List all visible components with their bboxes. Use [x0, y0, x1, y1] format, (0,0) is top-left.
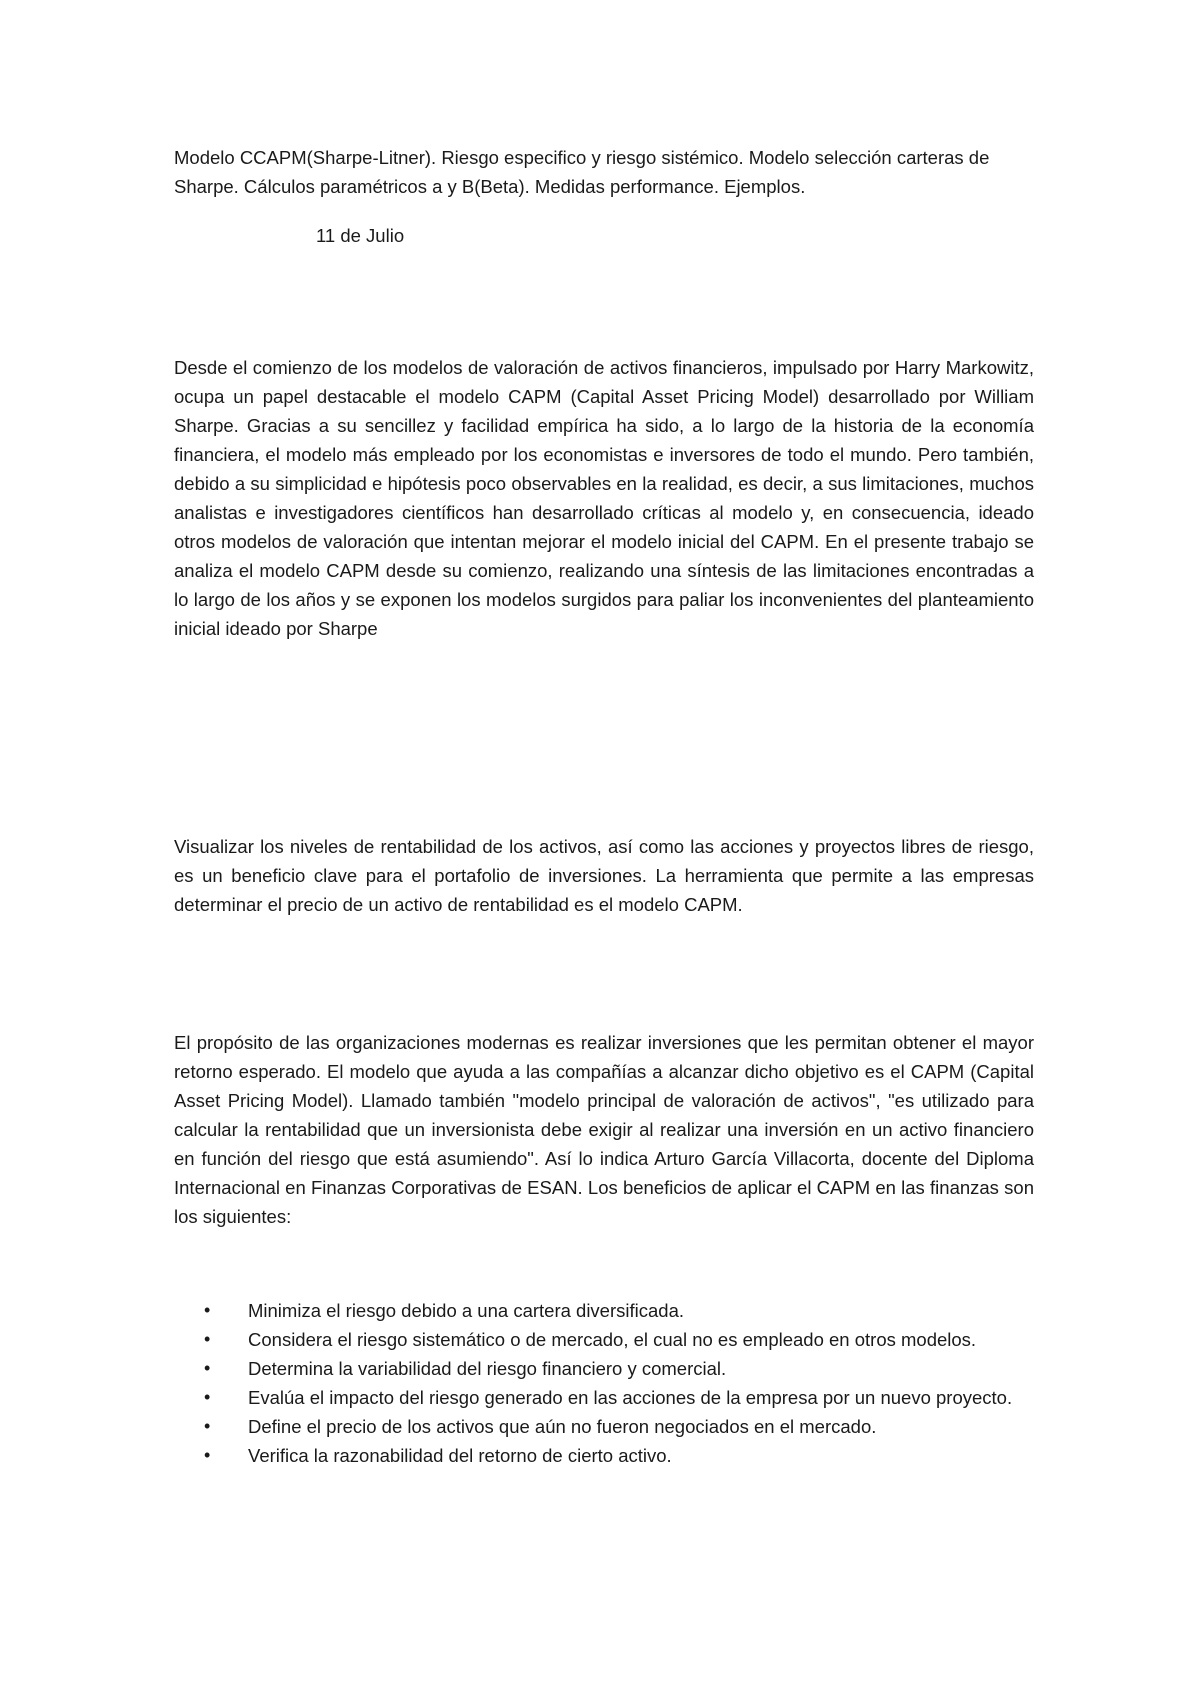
list-item [174, 1325, 1034, 1354]
bullet-icon: • [204, 1387, 211, 1407]
list-item-text: Determina la variabilidad del riesgo financiero y comercial. [248, 1358, 727, 1379]
document-heading: Modelo CCAPM(Sharpe-Litner). Riesgo especifico y riesgo sistémico. Modelo selección carteras de Sharpe. Cálculos paramétricos a y B(Beta). Medidas performance. Ejemplos. [174, 147, 990, 197]
document-date: 11 de Julio [316, 225, 405, 246]
paragraph-intro: Desde el comienzo de los modelos de valoración de activos financieros, impulsado por Harry Markowitz, ocupa un papel destacable el modelo CAPM (Capital Asset Pricing Model) desarrollado por William Sharpe. Gracias a su sencillez y facilidad empírica ha sido, a lo largo de la historia de la economía financiera, el modelo más empleado por los economistas e inversores de todo el mundo. Pero también, debido a su simplicidad e hipótesis poco observables en la realidad, es decir, a sus limitaciones, muchos analistas e investigadores científicos han desarrollado críticas al modelo y, en consecuencia, ideado otros modelos de valoración que intentan mejorar el modelo inicial del CAPM. En el presente trabajo se analiza el modelo CAPM desde su comienzo, realizando una síntesis de las limitaciones encontradas a lo largo de los años y se exponen los modelos surgidos para paliar los inconvenientes del planteamiento inicial ideado por Sharpe [174, 357, 1034, 639]
benefits-list [174, 1296, 1034, 1470]
bullet-icon: • [204, 1416, 211, 1436]
list-item [174, 1412, 1034, 1441]
list-item [174, 1441, 1034, 1470]
bullet-icon: • [204, 1445, 211, 1465]
list-item-text: Minimiza el riesgo debido a una cartera diversificada. [248, 1300, 684, 1321]
paragraph-purpose: El propósito de las organizaciones modernas es realizar inversiones que les permitan obtener el mayor retorno esperado. El modelo que ayuda a las compañías a alcanzar dicho objetivo es el CAPM (Capital Asset Pricing Model). Llamado también "modelo principal de valoración de activos", "es utilizado para calcular la rentabilidad que un inversionista debe exigir al realizar una inversión en un activo financiero en función del riesgo que está asumiendo". Así lo indica Arturo García Villacorta, docente del Diploma Internacional en Finanzas Corporativas de ESAN. Los beneficios de aplicar el CAPM en las finanzas son los siguientes: [174, 1032, 1034, 1227]
list-item [174, 1296, 1034, 1325]
paragraph-benefit: Visualizar los niveles de rentabilidad de los activos, así como las acciones y proyectos libres de riesgo, es un beneficio clave para el portafolio de inversiones. La herramienta que permite a las empresas determinar el precio de un activo de rentabilidad es el modelo CAPM. [174, 836, 1034, 915]
list-item-text: Considera el riesgo sistemático o de mercado, el cual no es empleado en otros modelos. [248, 1329, 977, 1350]
list-item-text: Verifica la razonabilidad del retorno de cierto activo. [248, 1445, 672, 1466]
list-item-text: Evalúa el impacto del riesgo generado en las acciones de la empresa por un nuevo proyecto. [248, 1387, 1013, 1408]
list-item [174, 1383, 1034, 1412]
list-item-text: Define el precio de los activos que aún no fueron negociados en el mercado. [248, 1416, 877, 1437]
bullet-icon: • [204, 1358, 211, 1378]
list-item [174, 1354, 1034, 1383]
bullet-icon: • [204, 1329, 211, 1349]
bullet-icon: • [204, 1300, 211, 1320]
